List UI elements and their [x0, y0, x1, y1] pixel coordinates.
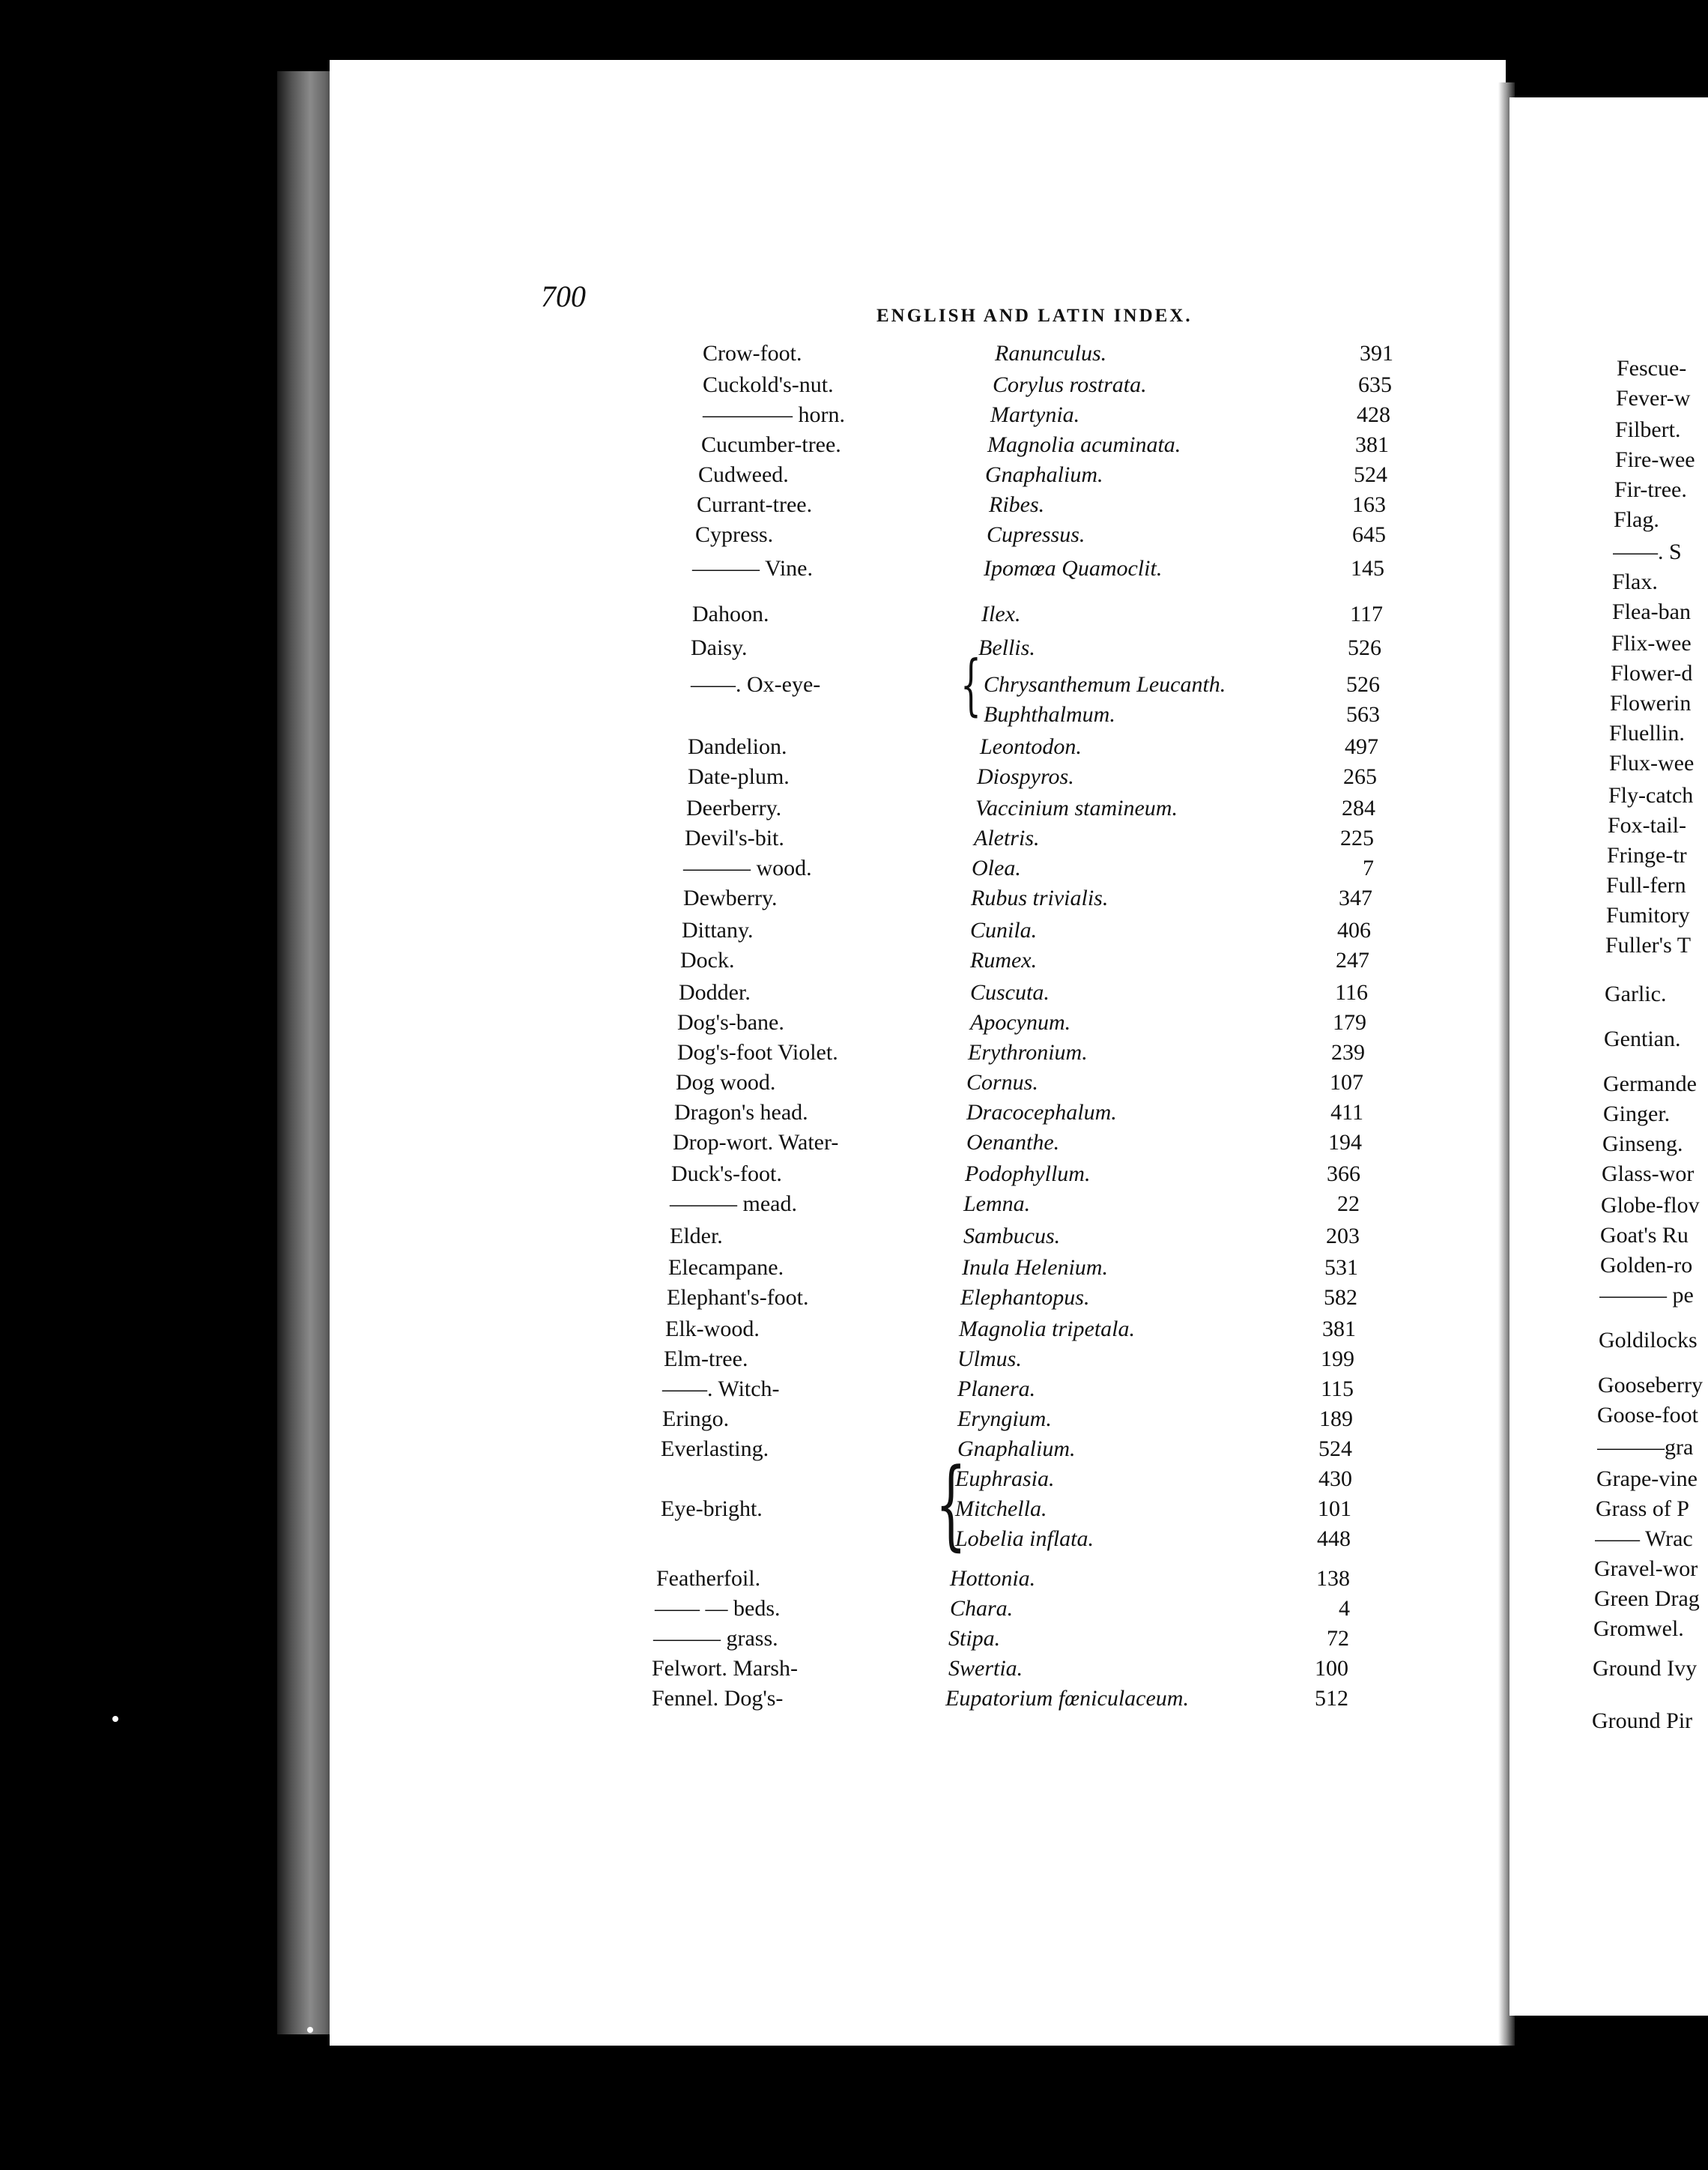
index-entry: Grape-vine: [1596, 1466, 1698, 1491]
latin-name: Cornus.: [966, 1070, 1038, 1095]
index-entry: [0, 402, 1498, 432]
index-entry: Fire-wee: [1615, 447, 1695, 472]
latin-name: Corylus rostrata.: [993, 372, 1147, 397]
latin-name: Gnaphalium.: [957, 1436, 1076, 1461]
page-reference: 189: [1319, 1406, 1353, 1431]
index-entry: Fuller's T: [1605, 933, 1692, 958]
latin-name: Buphthalmum.: [984, 702, 1115, 727]
latin-name: Ipomœa Quamoclit.: [984, 556, 1163, 581]
latin-name: Eryngium.: [957, 1406, 1052, 1431]
index-entry: Fumitory: [1606, 903, 1690, 928]
latin-name: Rubus trivialis.: [971, 886, 1109, 910]
page-reference: 381: [1322, 1317, 1356, 1341]
index-entry: —— Wrac: [1595, 1526, 1693, 1551]
index-entry: Ground Pir: [1592, 1708, 1693, 1733]
english-name: Dog's-foot Violet.: [677, 1040, 838, 1065]
page-reference: 512: [1315, 1686, 1348, 1711]
english-name: Dahoon.: [692, 602, 769, 626]
index-entry: [0, 1224, 1498, 1254]
latin-name: Ilex.: [981, 602, 1021, 626]
page-reference: 531: [1324, 1255, 1358, 1280]
index-entry: [0, 635, 1498, 665]
english-name: Felwort. Marsh-: [652, 1656, 798, 1681]
latin-name: Chara.: [950, 1596, 1014, 1621]
index-entry: Fir-tree.: [1614, 477, 1687, 502]
index-entry: [0, 918, 1498, 948]
index-entry: [0, 734, 1498, 764]
index-entry: Full-fern: [1606, 873, 1686, 898]
index-entry: [0, 1161, 1498, 1191]
index-entry: [0, 522, 1498, 552]
index-entry: Gravel-wor: [1594, 1556, 1698, 1581]
latin-name: Stipa.: [948, 1626, 1001, 1651]
page-reference: 72: [1327, 1626, 1349, 1651]
index-entry: Flag.: [1614, 507, 1659, 532]
index-entry: [0, 1626, 1498, 1656]
index-entry: [0, 462, 1498, 492]
page-reference: 430: [1318, 1466, 1352, 1491]
index-entry: [0, 1496, 1498, 1526]
english-name: Drop-wort. Water-: [673, 1130, 839, 1155]
latin-name: Chrysanthemum Leucanth.: [984, 672, 1226, 697]
index-entry: Filbert.: [1615, 417, 1681, 442]
index-entry: [0, 980, 1498, 1010]
latin-name: Hottonia.: [950, 1566, 1036, 1591]
index-entry: [0, 702, 1498, 732]
index-entry: [0, 1436, 1498, 1466]
page-reference: 107: [1330, 1070, 1363, 1095]
index-entry: Gooseberry: [1598, 1373, 1703, 1397]
index-entry: Grass of P: [1596, 1496, 1689, 1521]
latin-name: Planera.: [957, 1376, 1036, 1401]
brace-ox-eye: {: [960, 646, 981, 723]
english-name: —— — beds.: [655, 1596, 781, 1621]
page-reference: 4: [1339, 1596, 1350, 1621]
latin-name: Diospyros.: [977, 764, 1074, 789]
english-name: ——— wood.: [683, 856, 812, 880]
latin-name: Olea.: [972, 856, 1021, 880]
english-name: Elecampane.: [668, 1255, 784, 1280]
page-reference: 7: [1363, 856, 1374, 880]
page-reference: 582: [1324, 1285, 1357, 1310]
english-name: Cuckold's-nut.: [703, 372, 834, 397]
paper-speck: [307, 2027, 313, 2033]
index-entry: Gentian.: [1604, 1027, 1681, 1051]
english-name: Dittany.: [682, 918, 754, 943]
english-name: Devil's-bit.: [685, 826, 784, 850]
index-entry: [0, 432, 1498, 462]
page-reference: 145: [1351, 556, 1384, 581]
index-entry: [0, 672, 1498, 702]
index-entry: [0, 764, 1498, 794]
index-entry: Flower-d: [1611, 661, 1693, 686]
index-entry: [0, 1130, 1498, 1160]
page-reference: 497: [1345, 734, 1378, 759]
english-name: Dog wood.: [676, 1070, 776, 1095]
latin-name: Sambucus.: [963, 1224, 1061, 1248]
latin-name: Apocynum.: [970, 1010, 1071, 1035]
index-entry: [0, 1040, 1498, 1070]
index-entry: Fringe-tr: [1607, 843, 1687, 868]
index-entry: Flea-ban: [1612, 599, 1691, 624]
page-reference: 247: [1336, 948, 1369, 973]
page-reference: 265: [1343, 764, 1377, 789]
english-name: Dodder.: [679, 980, 751, 1005]
latin-name: Dracocephalum.: [966, 1100, 1117, 1125]
index-entry: [0, 1686, 1498, 1716]
page-reference: 239: [1331, 1040, 1365, 1065]
page-reference: 391: [1360, 341, 1393, 366]
index-entry: [0, 1317, 1498, 1347]
index-entry: Goat's Ru: [1600, 1223, 1689, 1248]
english-name: Elephant's-foot.: [667, 1285, 809, 1310]
latin-name: Magnolia tripetala.: [959, 1317, 1135, 1341]
english-name: Currant-tree.: [697, 492, 813, 517]
running-head: ENGLISH AND LATIN INDEX.: [876, 306, 1193, 326]
english-name: Deerberry.: [686, 796, 782, 820]
index-entry: [0, 1070, 1498, 1100]
latin-name: Lobelia inflata.: [955, 1526, 1094, 1551]
index-entry: Germande: [1603, 1072, 1697, 1096]
paper-speck: [563, 1798, 568, 1803]
page-reference: 366: [1327, 1161, 1360, 1186]
index-entry: [0, 1656, 1498, 1686]
index-entry: Flax.: [1612, 569, 1658, 594]
page-reference: 563: [1346, 702, 1380, 727]
english-name: Daisy.: [691, 635, 748, 660]
latin-name: Cunila.: [970, 918, 1038, 943]
index-entry: [0, 1255, 1498, 1285]
english-name: Elder.: [670, 1224, 723, 1248]
english-name: ——— grass.: [653, 1626, 778, 1651]
index-entry: Flowerin: [1610, 691, 1692, 716]
english-name: Dragon's head.: [674, 1100, 808, 1125]
english-name: Elk-wood.: [665, 1317, 760, 1341]
page-reference: 381: [1355, 432, 1389, 457]
index-entry: Green Drag: [1594, 1586, 1700, 1611]
page-reference: 635: [1358, 372, 1392, 397]
index-entry: [0, 1347, 1498, 1376]
index-entry: Fever-w: [1616, 386, 1691, 411]
english-name: Dock.: [680, 948, 735, 973]
english-name: Duck's-foot.: [671, 1161, 782, 1186]
index-entry: Flux-wee: [1609, 751, 1695, 776]
latin-name: Cuscuta.: [970, 980, 1050, 1005]
index-entry: [0, 796, 1498, 826]
english-name: ——— mead.: [670, 1191, 797, 1216]
page-reference: 115: [1321, 1376, 1354, 1401]
latin-name: Euphrasia.: [955, 1466, 1055, 1491]
page-reference: 199: [1321, 1347, 1354, 1371]
page-reference: 116: [1335, 980, 1368, 1005]
index-entry: [0, 856, 1498, 886]
english-name: Featherfoil.: [656, 1566, 761, 1591]
index-entry: [0, 492, 1498, 522]
latin-name: Inula Helenium.: [962, 1255, 1108, 1280]
latin-name: Vaccinium stamineum.: [975, 796, 1178, 820]
page-reference: 406: [1337, 918, 1371, 943]
english-name: Cudweed.: [698, 462, 789, 487]
index-entry: Ginseng.: [1602, 1131, 1683, 1156]
index-entry: [0, 556, 1498, 586]
index-entry: [0, 886, 1498, 916]
english-name: Dog's-bane.: [677, 1010, 784, 1035]
index-entry: [0, 1566, 1498, 1596]
page-reference: 284: [1342, 796, 1375, 820]
index-entry: Ground Ivy: [1593, 1656, 1698, 1681]
index-entry: Globe-flov: [1601, 1193, 1700, 1218]
english-name: Cypress.: [695, 522, 774, 547]
index-entry: Fluellin.: [1609, 721, 1685, 746]
page-reference: 117: [1350, 602, 1383, 626]
latin-name: Podophyllum.: [965, 1161, 1091, 1186]
paper-speck: [112, 1716, 118, 1722]
index-entry: [0, 1466, 1498, 1496]
english-name: Elm-tree.: [664, 1347, 748, 1371]
english-name: Date-plum.: [688, 764, 790, 789]
english-name: ———— horn.: [703, 402, 845, 427]
latin-name: Oenanthe.: [966, 1130, 1060, 1155]
english-name: Everlasting.: [661, 1436, 769, 1461]
latin-name: Swertia.: [948, 1656, 1023, 1681]
latin-name: Mitchella.: [955, 1496, 1047, 1521]
english-name: Eringo.: [662, 1406, 730, 1431]
index-entry: Gromwel.: [1593, 1616, 1684, 1641]
page-reference: 203: [1326, 1224, 1360, 1248]
page-reference: 347: [1339, 886, 1372, 910]
latin-name: Elephantopus.: [960, 1285, 1090, 1310]
latin-name: Erythronium.: [968, 1040, 1088, 1065]
brace-eye-bright: {: [935, 1447, 967, 1561]
index-entry: Goose-foot: [1597, 1403, 1698, 1427]
page-reference: 179: [1333, 1010, 1366, 1035]
page-reference: 524: [1318, 1436, 1352, 1461]
latin-name: Ranunculus.: [995, 341, 1107, 366]
latin-name: Aletris.: [974, 826, 1040, 850]
page-reference: 526: [1348, 635, 1381, 660]
page-reference: 22: [1337, 1191, 1360, 1216]
latin-name: Leontodon.: [980, 734, 1082, 759]
latin-name: Gnaphalium.: [985, 462, 1103, 487]
english-name: Dewberry.: [683, 886, 778, 910]
page-reference: 524: [1354, 462, 1387, 487]
latin-name: Bellis.: [978, 635, 1035, 660]
page-reference: 645: [1352, 522, 1386, 547]
page-reference: 428: [1357, 402, 1390, 427]
page-number: 700: [541, 279, 586, 313]
index-entry: Golden-ro: [1600, 1253, 1693, 1278]
page-reference: 225: [1340, 826, 1374, 850]
index-entry: [0, 948, 1498, 978]
index-entry: Fly-catch: [1608, 783, 1694, 808]
index-entry: Garlic.: [1605, 982, 1667, 1006]
index-entry: [0, 1285, 1498, 1315]
latin-name: Cupressus.: [987, 522, 1085, 547]
index-entry: [0, 1406, 1498, 1436]
english-name: Fennel. Dog's-: [652, 1686, 784, 1711]
english-name: Crow-foot.: [703, 341, 802, 366]
page-reference: 101: [1318, 1496, 1351, 1521]
index-entry: [0, 1010, 1498, 1040]
index-entry: [0, 1376, 1498, 1406]
latin-name: Magnolia acuminata.: [987, 432, 1181, 457]
latin-name: Martynia.: [990, 402, 1080, 427]
index-entry: ———gra: [1597, 1435, 1694, 1460]
index-entry: [0, 372, 1498, 402]
page-reference: 100: [1315, 1656, 1348, 1681]
english-name: Dandelion.: [688, 734, 787, 759]
latin-name: Ulmus.: [957, 1347, 1022, 1371]
index-entry: ——— pe: [1599, 1283, 1694, 1308]
index-entry: Fescue-: [1617, 356, 1687, 381]
index-entry: [0, 341, 1498, 371]
index-entry: Ginger.: [1603, 1101, 1671, 1126]
page-reference: 194: [1328, 1130, 1362, 1155]
index-entry: Fox-tail-: [1608, 813, 1686, 838]
english-name: ——— Vine.: [692, 556, 813, 581]
latin-name: Lemna.: [963, 1191, 1031, 1216]
index-entry: Goldilocks: [1599, 1328, 1698, 1353]
english-name: ——. Ox-eye-: [691, 672, 821, 697]
page-reference: 526: [1346, 672, 1380, 697]
index-entry: [0, 826, 1498, 856]
latin-name: Eupatorium fœniculaceum.: [945, 1686, 1189, 1711]
english-name: Cucumber-tree.: [701, 432, 841, 457]
index-entry: Glass-wor: [1602, 1161, 1695, 1186]
index-entry: [0, 1596, 1498, 1626]
page-reference: 138: [1316, 1566, 1350, 1591]
english-name: Eye-bright.: [661, 1496, 763, 1521]
index-entry: [0, 1191, 1498, 1221]
index-entry: [0, 602, 1498, 632]
page-reference: 448: [1317, 1526, 1351, 1551]
english-name: ——. Witch-: [662, 1376, 780, 1401]
page-reference: 411: [1330, 1100, 1363, 1125]
index-entry: [0, 1100, 1498, 1130]
page-reference: 163: [1352, 492, 1386, 517]
latin-name: Ribes.: [989, 492, 1045, 517]
index-entry: ——. S: [1613, 540, 1682, 564]
latin-name: Rumex.: [970, 948, 1038, 973]
index-entry: [0, 1526, 1498, 1556]
index-entry: Flix-wee: [1611, 631, 1692, 656]
